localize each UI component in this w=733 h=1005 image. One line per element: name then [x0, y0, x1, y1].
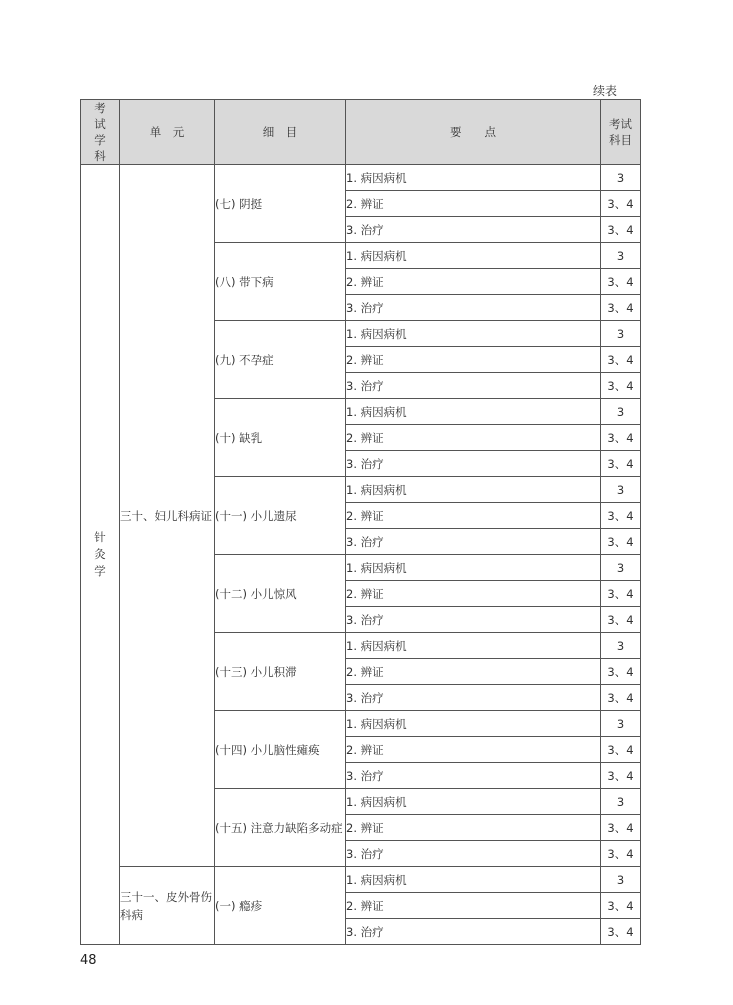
exam-subject-cell: 3、4: [601, 191, 641, 217]
item-cell: (十一) 小儿遗尿: [215, 477, 346, 555]
exam-subject-cell: 3、4: [601, 763, 641, 789]
point-cell: 1. 病因病机: [346, 477, 601, 503]
table-row: [81, 165, 641, 191]
item-cell: (九) 不孕症: [215, 321, 346, 399]
point-cell: 1. 病因病机: [346, 165, 601, 191]
item-cell: (七) 阴挺: [215, 165, 346, 243]
point-cell: 1. 病因病机: [346, 789, 601, 815]
point-cell: 1. 病因病机: [346, 711, 601, 737]
point-cell: 3. 治疗: [346, 919, 601, 945]
point-cell: 2. 辨证: [346, 815, 601, 841]
header-exam-subjects: 考试科目: [601, 100, 641, 165]
table-row: [81, 867, 641, 893]
exam-subject-cell: 3: [601, 711, 641, 737]
table-body: [81, 165, 641, 945]
exam-subject-cell: 3: [601, 789, 641, 815]
subject-label: 针灸学: [94, 530, 106, 578]
item-cell: (十四) 小儿脑性瘫痪: [215, 711, 346, 789]
page-number: 48: [80, 953, 97, 968]
exam-subject-cell: 3、4: [601, 347, 641, 373]
item-cell: (十三) 小儿积滞: [215, 633, 346, 711]
exam-subject-cell: 3、4: [601, 607, 641, 633]
exam-subject-cell: 3、4: [601, 217, 641, 243]
point-cell: 3. 治疗: [346, 763, 601, 789]
exam-subject-cell: 3: [601, 633, 641, 659]
point-cell: 1. 病因病机: [346, 399, 601, 425]
item-cell: (一) 瘾疹: [215, 867, 346, 945]
point-cell: 3. 治疗: [346, 607, 601, 633]
exam-subject-cell: 3、4: [601, 815, 641, 841]
unit-cell: 三十一、皮外骨伤科病: [120, 867, 215, 945]
unit-cell: 三十、妇儿科病证: [120, 165, 215, 867]
exam-subject-cell: 3、4: [601, 295, 641, 321]
exam-subject-cell: 3: [601, 867, 641, 893]
exam-subject-cell: 3: [601, 399, 641, 425]
point-cell: 2. 辨证: [346, 581, 601, 607]
item-cell: (十) 缺乳: [215, 399, 346, 477]
exam-subject-cell: 3: [601, 165, 641, 191]
subject-cell: [81, 165, 120, 945]
point-cell: 2. 辨证: [346, 893, 601, 919]
header-item: 细 目: [215, 100, 346, 165]
exam-subject-cell: 3: [601, 555, 641, 581]
exam-subject-cell: 3、4: [601, 451, 641, 477]
point-cell: 1. 病因病机: [346, 243, 601, 269]
point-cell: 2. 辨证: [346, 503, 601, 529]
exam-subject-cell: 3、4: [601, 529, 641, 555]
point-cell: 3. 治疗: [346, 295, 601, 321]
exam-subject-cell: 3、4: [601, 659, 641, 685]
point-cell: 3. 治疗: [346, 841, 601, 867]
point-cell: 3. 治疗: [346, 685, 601, 711]
exam-subject-cell: 3: [601, 243, 641, 269]
item-cell: (十二) 小儿惊风: [215, 555, 346, 633]
exam-subject-cell: 3、4: [601, 269, 641, 295]
point-cell: 2. 辨证: [346, 191, 601, 217]
header-unit: 单 元: [120, 100, 215, 165]
point-cell: 1. 病因病机: [346, 633, 601, 659]
point-cell: 3. 治疗: [346, 529, 601, 555]
exam-subject-cell: 3、4: [601, 581, 641, 607]
point-cell: 2. 辨证: [346, 659, 601, 685]
exam-subject-cell: 3、4: [601, 841, 641, 867]
point-cell: 2. 辨证: [346, 269, 601, 295]
header-points: 要 点: [346, 100, 601, 165]
exam-subject-cell: 3、4: [601, 893, 641, 919]
point-cell: 3. 治疗: [346, 451, 601, 477]
exam-subject-cell: 3、4: [601, 685, 641, 711]
exam-outline-table: [80, 99, 641, 945]
table-caption: 续表: [592, 84, 617, 98]
exam-subject-cell: 3: [601, 321, 641, 347]
point-cell: 2. 辨证: [346, 737, 601, 763]
exam-subject-cell: 3、4: [601, 737, 641, 763]
table-header-row: [81, 100, 641, 165]
exam-subject-cell: 3、4: [601, 425, 641, 451]
point-cell: 3. 治疗: [346, 217, 601, 243]
item-cell: (十五) 注意力缺陷多动症: [215, 789, 346, 867]
exam-subject-cell: 3、4: [601, 503, 641, 529]
point-cell: 1. 病因病机: [346, 867, 601, 893]
point-cell: 2. 辨证: [346, 347, 601, 373]
exam-subject-cell: 3、4: [601, 919, 641, 945]
point-cell: 2. 辨证: [346, 425, 601, 451]
exam-subject-cell: 3: [601, 477, 641, 503]
exam-subject-cell: 3、4: [601, 373, 641, 399]
point-cell: 1. 病因病机: [346, 555, 601, 581]
point-cell: 3. 治疗: [346, 373, 601, 399]
point-cell: 1. 病因病机: [346, 321, 601, 347]
header-subject: 考试学科: [81, 100, 120, 165]
item-cell: (八) 带下病: [215, 243, 346, 321]
